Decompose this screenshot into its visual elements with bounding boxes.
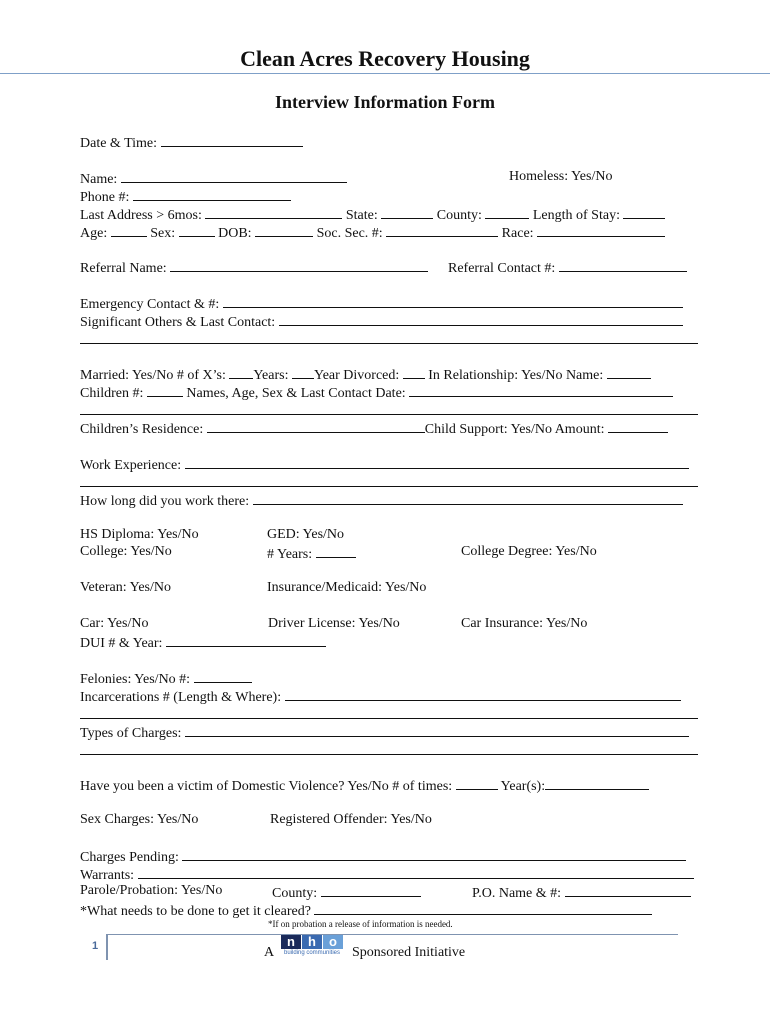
page-title: Clean Acres Recovery Housing xyxy=(240,46,530,71)
name-field[interactable] xyxy=(121,169,347,183)
nho-logo xyxy=(279,935,345,959)
years-label: Years: xyxy=(253,368,289,383)
race-label: Race: xyxy=(501,226,534,241)
incarcerations-row xyxy=(80,687,681,706)
num-years-field[interactable] xyxy=(316,544,356,558)
ged-label[interactable]: GED: Yes/No xyxy=(267,527,345,542)
page-number: 1 xyxy=(92,940,99,952)
significant-others-line-2[interactable] xyxy=(80,343,698,344)
in-relationship-label: In Relationship: Yes/No Name: xyxy=(428,368,604,383)
college-degree-label[interactable]: College Degree: Yes/No xyxy=(461,544,597,559)
charges-pending-row xyxy=(80,847,686,866)
age-label: Age: xyxy=(80,226,108,241)
referral-name-field[interactable] xyxy=(170,258,428,272)
state-label: State: xyxy=(345,208,378,223)
children-label: Children #: xyxy=(80,386,144,401)
last-address-field[interactable] xyxy=(205,205,342,219)
length-of-stay-field[interactable] xyxy=(623,205,665,219)
types-of-charges-line-2[interactable] xyxy=(80,754,698,755)
parole-county-label: County: xyxy=(272,886,318,901)
children-names-field[interactable] xyxy=(409,383,673,397)
age-field[interactable] xyxy=(111,223,147,237)
referral-contact-label: Referral Contact #: xyxy=(448,261,556,276)
dv-years-label: Year(s): xyxy=(500,779,546,794)
relationship-name-field[interactable] xyxy=(607,365,651,379)
title-divider xyxy=(0,73,770,74)
childrens-residence-row xyxy=(80,419,668,438)
footer-divider xyxy=(108,934,678,935)
work-experience-field[interactable] xyxy=(185,455,689,469)
footer-prefix: A xyxy=(264,945,275,960)
sex-field[interactable] xyxy=(179,223,215,237)
children-row xyxy=(80,383,673,402)
child-support-amount-field[interactable] xyxy=(608,419,668,433)
county-field[interactable] xyxy=(485,205,529,219)
county-label: County: xyxy=(436,208,482,223)
race-field[interactable] xyxy=(537,223,665,237)
parole-county-field[interactable] xyxy=(321,883,421,897)
married-label: Married: Yes/No # of X’s: xyxy=(80,368,226,383)
how-long-work-label: How long did you work there: xyxy=(80,494,250,509)
dui-label: DUI # & Year: xyxy=(80,636,163,651)
warrants-label: Warrants: xyxy=(80,868,135,883)
work-experience-line-2[interactable] xyxy=(80,486,698,487)
types-of-charges-label: Types of Charges: xyxy=(80,726,182,741)
dob-field[interactable] xyxy=(255,223,313,237)
what-needs-row xyxy=(80,901,652,920)
charges-pending-label: Charges Pending: xyxy=(80,850,179,865)
referral-contact-field[interactable] xyxy=(559,258,687,272)
year-divorced-field[interactable] xyxy=(403,365,425,379)
num-x-field[interactable] xyxy=(229,365,253,379)
logo-letter-o: o xyxy=(323,935,343,949)
num-years-label: # Years: xyxy=(267,547,313,562)
incarcerations-field[interactable] xyxy=(285,687,681,701)
po-name-label: P.O. Name & #: xyxy=(472,886,562,901)
last-address-label: Last Address > 6mos: xyxy=(80,208,202,223)
incarcerations-label: Incarcerations # (Length & Where): xyxy=(80,690,282,705)
years-field[interactable] xyxy=(292,365,314,379)
num-years-row xyxy=(267,544,356,563)
driver-license-label[interactable]: Driver License: Yes/No xyxy=(268,616,400,631)
date-time-field[interactable] xyxy=(161,133,303,147)
work-experience-row xyxy=(80,455,689,474)
parole-county-row xyxy=(272,883,421,902)
significant-others-field[interactable] xyxy=(279,312,683,326)
dv-years-field[interactable] xyxy=(545,776,649,790)
form-subtitle: Interview Information Form xyxy=(275,92,495,112)
types-of-charges-field[interactable] xyxy=(185,723,689,737)
footer-suffix: Sponsored Initiative xyxy=(352,945,466,960)
phone-row xyxy=(80,187,291,206)
logo-letter-n: n xyxy=(281,935,301,949)
married-row xyxy=(80,365,651,384)
dui-row xyxy=(80,633,326,652)
warrants-row xyxy=(80,865,694,884)
phone-label: Phone #: xyxy=(80,190,130,205)
what-needs-field[interactable] xyxy=(314,901,652,915)
dui-field[interactable] xyxy=(166,633,326,647)
children-count-field[interactable] xyxy=(147,383,183,397)
dob-label: DOB: xyxy=(218,226,252,241)
dv-times-field[interactable] xyxy=(456,776,498,790)
probation-note: *If on probation a release of information is needed. xyxy=(268,919,453,929)
name-label: Name: xyxy=(80,172,118,187)
how-long-work-row xyxy=(80,491,683,510)
sex-charges-label[interactable]: Sex Charges: Yes/No xyxy=(80,812,199,827)
year-divorced-label: Year Divorced: xyxy=(313,368,400,383)
what-needs-label: *What needs to be done to get it cleared? xyxy=(80,904,311,919)
emergency-contact-field[interactable] xyxy=(223,294,683,308)
length-of-stay-label: Length of Stay: xyxy=(532,208,620,223)
car-label[interactable]: Car: Yes/No xyxy=(80,616,149,631)
referral-name-label: Referral Name: xyxy=(80,261,167,276)
emergency-contact-label: Emergency Contact & #: xyxy=(80,297,220,312)
last-address-row xyxy=(80,205,665,224)
insurance-label[interactable]: Insurance/Medicaid: Yes/No xyxy=(267,580,427,595)
felonies-row xyxy=(80,669,252,688)
soc-sec-field[interactable] xyxy=(386,223,498,237)
phone-field[interactable] xyxy=(133,187,291,201)
college-label[interactable]: College: Yes/No xyxy=(80,544,172,559)
date-time-row xyxy=(80,133,303,152)
referral-name-row xyxy=(80,258,428,277)
child-support-label: Child Support: Yes/No Amount: xyxy=(424,422,605,437)
charges-pending-field[interactable] xyxy=(182,847,686,861)
childrens-residence-label: Children’s Residence: xyxy=(80,422,204,437)
felonies-field[interactable] xyxy=(194,669,252,683)
domestic-violence-row xyxy=(80,776,649,795)
types-of-charges-row xyxy=(80,723,689,742)
children-names-label: Names, Age, Sex & Last Contact Date: xyxy=(186,386,406,401)
significant-others-label: Significant Others & Last Contact: xyxy=(80,315,276,330)
sex-label: Sex: xyxy=(150,226,176,241)
children-names-line-2[interactable] xyxy=(80,414,698,415)
childrens-residence-field[interactable] xyxy=(207,419,425,433)
age-row xyxy=(80,223,665,242)
po-name-field[interactable] xyxy=(565,883,691,897)
veteran-label[interactable]: Veteran: Yes/No xyxy=(80,580,171,595)
date-time-label: Date & Time: xyxy=(80,136,158,151)
domestic-violence-label: Have you been a victim of Domestic Violence? Yes/No # of times: xyxy=(80,779,453,794)
referral-contact-row xyxy=(448,258,687,277)
state-field[interactable] xyxy=(381,205,433,219)
po-name-row xyxy=(472,883,691,902)
hs-diploma-label[interactable]: HS Diploma: Yes/No xyxy=(80,527,199,542)
car-insurance-label[interactable]: Car Insurance: Yes/No xyxy=(461,616,588,631)
significant-others-row xyxy=(80,312,683,331)
parole-label[interactable]: Parole/Probation: Yes/No xyxy=(80,883,223,898)
felonies-label: Felonies: Yes/No #: xyxy=(80,672,191,687)
how-long-work-field[interactable] xyxy=(253,491,683,505)
work-experience-label: Work Experience: xyxy=(80,458,182,473)
logo-tagline: building communities xyxy=(283,950,341,956)
emergency-contact-row xyxy=(80,294,683,313)
name-row xyxy=(80,169,347,188)
homeless-label[interactable]: Homeless: Yes/No xyxy=(509,169,613,184)
registered-offender-label[interactable]: Registered Offender: Yes/No xyxy=(270,812,432,827)
soc-sec-label: Soc. Sec. #: xyxy=(316,226,383,241)
incarcerations-line-2[interactable] xyxy=(80,718,698,719)
warrants-field[interactable] xyxy=(138,865,694,879)
logo-letter-h: h xyxy=(302,935,322,949)
